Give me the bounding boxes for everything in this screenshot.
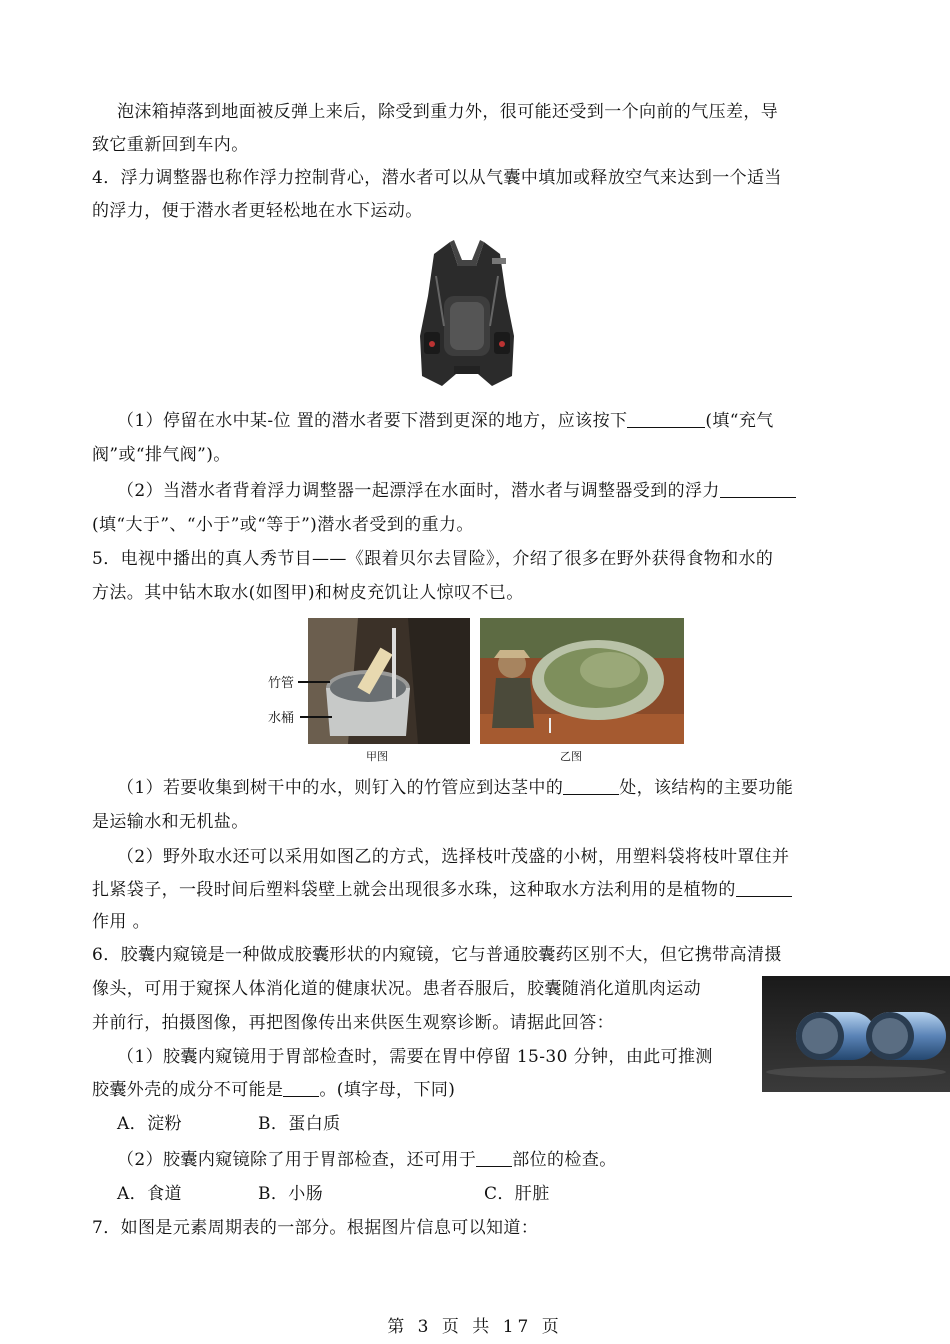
question-6-1-line [92, 1078, 455, 1102]
question-4-1-line [117, 409, 774, 433]
buoyancy-vest-image [414, 236, 520, 396]
question-6-stem: 6．胶囊内窥镜是一种做成胶囊形状的内窥镜，它与普通胶囊药区别不大，但它携带高清摄 [92, 945, 782, 965]
option-b: B．蛋白质 [258, 1114, 341, 1134]
option-c: C．肝脏 [484, 1184, 550, 1204]
figure-yi-image [480, 618, 684, 744]
question-5-1-line [117, 776, 793, 800]
question-5-2-line: （2）野外取水还可以采用如图乙的方式，选择枝叶茂盛的小树，用塑料袋将枝叶罩住并 [117, 847, 790, 867]
answer-blank[interactable] [563, 776, 619, 795]
question-text: 部位的检查。 [512, 1150, 617, 1170]
question-text: 处，该结构的主要功能 [619, 778, 794, 798]
question-text: (填“充气 [705, 411, 774, 431]
question-text: （1）停留在水中某-位 置的潜水者要下潜到更深的地方，应该按下 [117, 411, 628, 431]
option-b: B．小肠 [258, 1184, 324, 1204]
figure-jia-image [308, 618, 470, 744]
answer-blank[interactable] [627, 409, 705, 428]
question-5-1-line: 是运输水和无机盐。 [92, 812, 249, 832]
paragraph-line: 致它重新回到车内。 [92, 135, 249, 155]
question-5-2-line: 作用 。 [92, 912, 151, 932]
option-a: A．淀粉 [117, 1114, 182, 1134]
question-4-2-line: (填“大于”、“小于”或“等于”)潜水者受到的重力。 [92, 515, 474, 535]
answer-blank[interactable] [476, 1148, 512, 1167]
answer-blank[interactable] [736, 878, 792, 897]
label-bucket: 水桶 [268, 711, 295, 726]
question-4-2-line [117, 479, 796, 503]
question-4-stem: 4．浮力调整器也称作浮力控制背心，潜水者可以从气囊中填加或释放空气来达到一个适当 [92, 168, 782, 188]
page-footer: 第 3 页 共 17 页 [387, 1317, 563, 1337]
question-text: （2）当潜水者背着浮力调整器一起漂浮在水面时，潜水者与调整器受到的浮力 [117, 481, 720, 501]
question-5-stem: 方法。其中钻木取水(如图甲)和树皮充饥让人惊叹不已。 [92, 583, 524, 603]
figure-yi-caption: 乙图 [560, 750, 582, 763]
question-4-1-line: 阀”或“排气阀”)。 [92, 445, 231, 465]
question-6-2-line [117, 1148, 617, 1172]
question-text: （2）胶囊内窥镜除了用于胃部检查，还可用于 [117, 1150, 477, 1170]
answer-blank[interactable] [720, 479, 796, 498]
question-text: 扎紧袋子，一段时间后塑料袋壁上就会出现很多水珠，这种取水方法利用的是植物的 [92, 880, 736, 900]
option-a: A．食道 [117, 1184, 182, 1204]
question-6-stem: 像头，可用于窥探人体消化道的健康状况。患者吞服后，胶囊随消化道肌肉运动 [92, 979, 701, 999]
capsule-endoscope-image [762, 976, 950, 1092]
question-text: 胶囊外壳的成分不可能是 [92, 1080, 284, 1100]
question-5-2-line [92, 878, 792, 902]
leader-line [298, 681, 330, 683]
question-4-stem: 的浮力，便于潜水者更轻松地在水下运动。 [92, 201, 423, 221]
figure-jia-caption: 甲图 [366, 750, 388, 763]
question-text: 。(填字母，下同) [319, 1080, 456, 1100]
label-bamboo-tube: 竹管 [268, 676, 295, 691]
leader-line [300, 716, 332, 718]
question-6-1-line: （1）胶囊内窥镜用于胃部检查时，需要在胃中停留 15-30 分钟，由此可推测 [117, 1047, 713, 1067]
paragraph-line: 泡沫箱掉落到地面被反弹上来后，除受到重力外，很可能还受到一个向前的气压差，导 [117, 102, 779, 122]
question-5-stem: 5．电视中播出的真人秀节目——《跟着贝尔去冒险》，介绍了很多在野外获得食物和水的 [92, 549, 774, 569]
question-6-stem: 并前行，拍摄图像，再把图像传出来供医生观察诊断。请据此回答： [92, 1013, 614, 1033]
answer-blank[interactable] [283, 1078, 319, 1097]
question-text: （1）若要收集到树干中的水，则钉入的竹管应到达茎中的 [117, 778, 564, 798]
question-7-stem: 7．如图是元素周期表的一部分。根据图片信息可以知道： [92, 1218, 539, 1238]
